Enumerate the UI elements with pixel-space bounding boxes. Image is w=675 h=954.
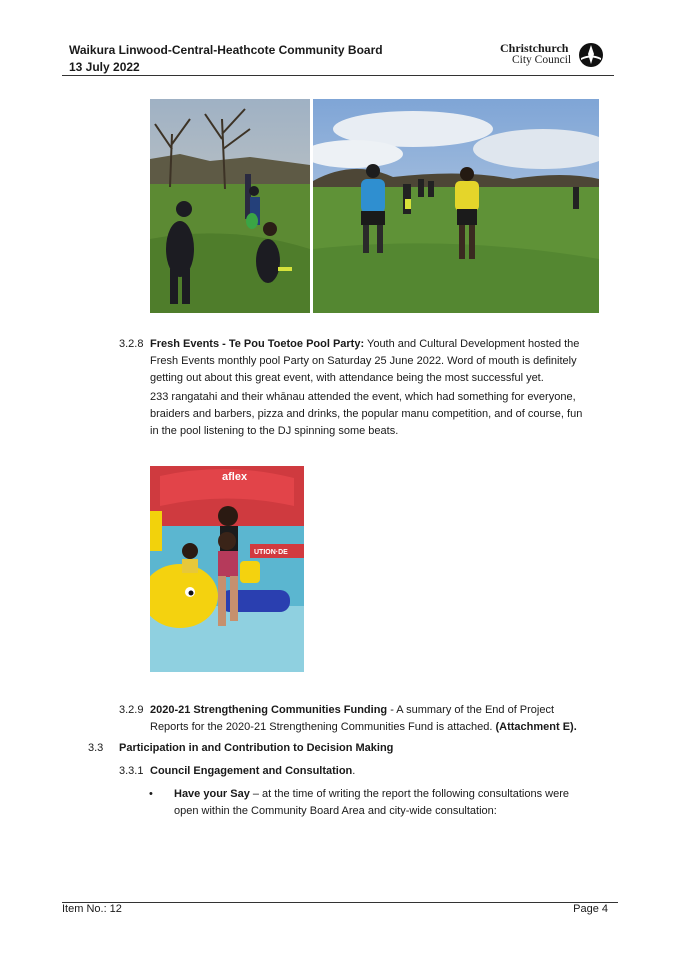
section-number-3-3-1: 3.3.1 (119, 765, 144, 777)
document-header (69, 42, 383, 76)
section-number-3-2-8: 3.2.8 (119, 338, 144, 350)
bullet-line1: – at the time of writing the report the following consultations were (249, 788, 569, 800)
logo-line2: City Council (512, 54, 572, 66)
bullet-line2: open within the Community Board Area and city-wide consultation: (174, 805, 497, 817)
logo-line1: Christchurch (500, 41, 569, 55)
board-name: Waikura Linwood-Central-Heathcote Community Board (69, 43, 383, 57)
meeting-date: 13 July 2022 (69, 60, 140, 74)
section-3-3-1-heading-text: Council Engagement and Consultation (150, 765, 353, 777)
bullet-marker: • (149, 788, 153, 800)
section-3-3-1-suffix: . (352, 765, 356, 777)
section-3-2-9-heading: 2020-21 Strengthening Communities Funding (150, 704, 388, 716)
header-rule (62, 75, 614, 76)
section-number-3-3: 3.3 (88, 742, 104, 754)
pool-party-photo (150, 466, 304, 672)
section-3-3-heading (119, 740, 393, 757)
para1-line1: Youth and Cultural Development hosted the (364, 338, 580, 350)
para2-line2: braiders and barbers, pizza and drinks, the popular manu competition, and of course, fun (150, 408, 583, 420)
youth-rugby-photo-left (150, 99, 310, 313)
have-your-say-bullet (174, 786, 634, 820)
para2-line3: in the pool listening to the DJ spinning some beats. (150, 425, 399, 437)
christchurch-city-council-logo (500, 41, 604, 69)
section-3-2-8-paragraph-1 (150, 336, 630, 387)
item-number: Item No.: 12 (62, 903, 122, 915)
pool-banner-text: UTION·DE (254, 549, 288, 556)
section-3-2-9-line1: - A summary of the End of Project (387, 704, 555, 716)
footer-rule (62, 902, 618, 903)
youth-rugby-photo-right (313, 99, 599, 313)
section-3-3-1-heading (150, 763, 355, 780)
section-3-2-8-paragraph-2 (150, 389, 630, 440)
section-number-3-2-9: 3.2.9 (119, 704, 144, 716)
section-3-2-9-line2: Reports for the 2020-21 Strengthening Communities Fund is attached. (150, 721, 496, 733)
section-3-2-8-heading: Fresh Events - Te Pou Toetoe Pool Party: (150, 338, 365, 350)
section-3-3-heading-text: Participation in and Contribution to Decision Making (119, 742, 394, 754)
section-3-2-9-paragraph (150, 702, 630, 736)
para2-line1: 233 rangatahi and their whānau attended the event, which had something for everyone, (150, 391, 576, 403)
attachment-e-reference: (Attachment E). (495, 721, 577, 733)
aflex-brand-text: aflex (222, 471, 248, 483)
have-your-say-label: Have your Say (174, 788, 250, 800)
cathedral-emblem-icon (578, 42, 604, 68)
page-number: Page 4 (573, 903, 608, 915)
para1-line2: Fresh Events monthly pool Party on Saturday 25 June 2022. Word of mouth is definitely (150, 355, 577, 367)
para1-line3: getting out about this great event, with attendance being the most successful yet. (150, 372, 544, 384)
